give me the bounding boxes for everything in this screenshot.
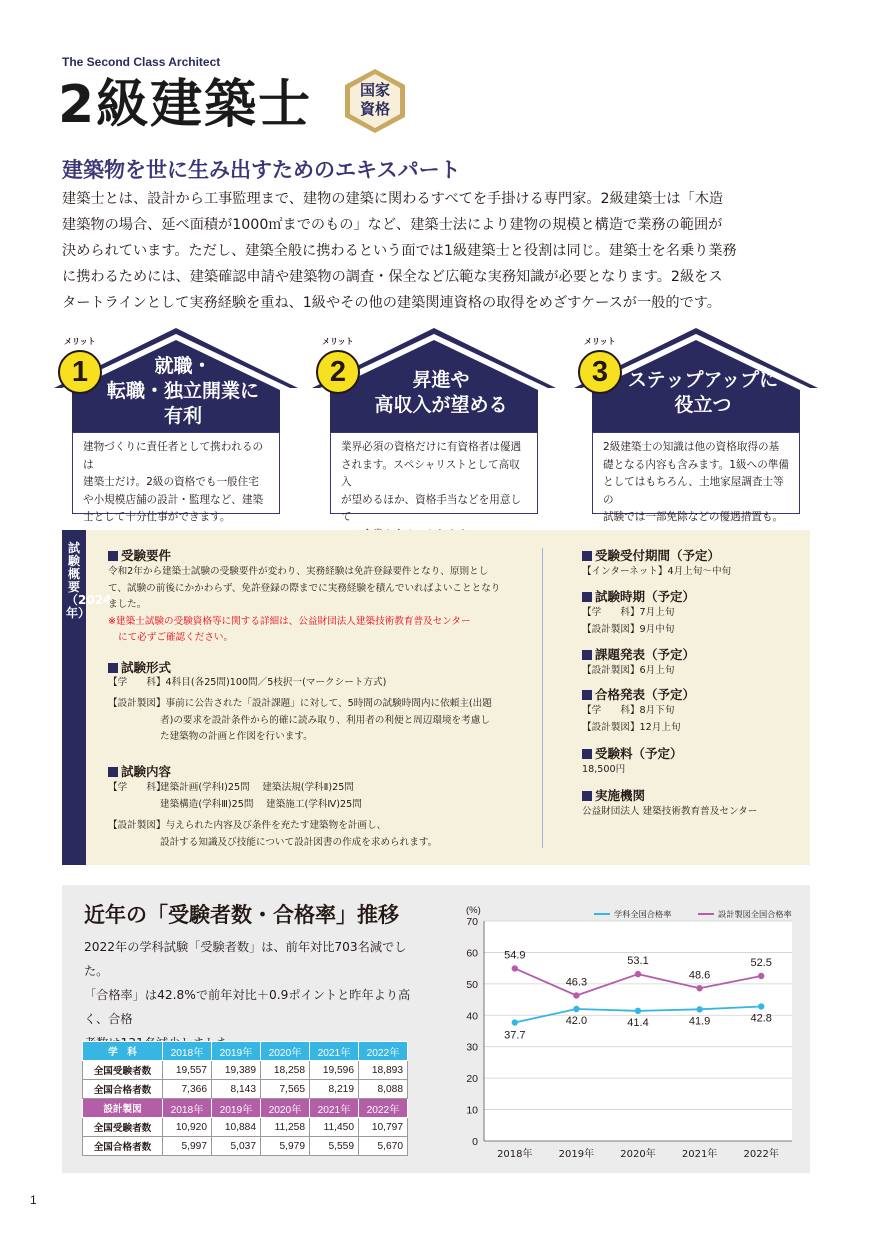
merit-number: 1 [58,350,102,394]
merit-number: 2 [316,350,360,394]
intro-line: タートラインとして実務経験を重ね、1級やその他の建築関連資格の取得をめざすケースが一般的です。 [62,295,721,311]
plot-area [484,921,792,1141]
x-tick-label: 2021年 [681,1149,718,1160]
y-tick-label: 40 [466,1010,478,1023]
stats-paragraph: 2022年の学科試験「受験者数」は、前年対比703名減でした。 「合格率」は42.8%で前年対比＋0.9ポイントと昨年より高く、合格 [84,940,411,1026]
data-label: 54.9 [504,949,526,962]
data-label: 48.6 [688,969,711,982]
format-heading: 試験形式 [108,658,171,676]
intro-line: 決められています。ただし、建築全般に携わるという面では1級建築士と役割は同じ。建築士を名乗り業務 [62,243,737,259]
section-subheading: 建築物を世に生み出すためのエキスパート [62,158,461,182]
square-bullet-icon [582,592,592,602]
page-title: 2級建築士 [58,75,313,135]
merit-description: 業界必須の資格だけに有資格者は優遇 されます。スペシャリストとして高収入 が望めるほか、資格手当などを用意して [330,432,538,514]
y-tick-label: 70 [466,916,478,928]
y-tick-label: 50 [466,978,478,991]
table-row: 全国合格者数 5,997 5,037 5,979 5,559 5,670 [83,1137,408,1156]
fee-heading: 受験料（予定） [582,744,683,762]
data-label: 37.7 [504,1029,526,1042]
content-gakka-label: 【学 科】 [108,782,166,793]
square-bullet-icon [582,551,592,561]
data-point [573,1006,579,1012]
intro-line: 建築士とは、設計から工事監理まで、建物の建築に関わるすべてを手掛ける専門家。2級建築士は「木造 [62,191,724,207]
merit-description: 2級建築士の知識は他の資格取得の基 礎となる内容も含みます。1級への準備 としてはもちろん、土地家屋調査士等の 試験では一部免除などの優遇措置も。 [592,432,800,514]
data-label: 41.4 [627,1016,649,1029]
merit-description: 建物づくりに責任者として携われるのは 建築士だけ。2級の資格でも一般住宅 や小規模店舗の設計・監理など、建築 士として十分仕事ができます。 [72,432,280,514]
national-license-badge [342,68,408,134]
merit-card-2 [310,326,558,523]
exam-overview-box [62,530,810,865]
assignment-value: 【設計製図】6月上旬 [582,665,675,676]
square-bullet-icon [582,791,592,801]
organizer-value: 公益財団法人 建築技術教育普及センター [582,806,758,817]
exam-date-values: 【学 科】7月上旬 【設計製図】9月中旬 [582,607,675,635]
merit-card-1 [52,326,300,523]
data-point [635,1008,641,1014]
table-header-label: 設計製図 [83,1099,163,1118]
content-gakka: 建築計画(学科Ⅰ)25問 建築法規(学科Ⅱ)25問 建築構造(学科Ⅲ)25問 建築施工(学科Ⅳ)25問 [160,782,362,810]
data-label: 53.1 [627,955,649,968]
table-header-label: 学 科 [83,1042,163,1061]
format-sekkei: 【設計製図】事前に公告された「設計課題」に対して、5時間の試験時間内に依頼主(出題 者)の要求を設計条件から的確に読み取り、利用者の利便と周辺環境を考慮し た建築物の計画と作図を行います。 [108,698,492,742]
table-row: 全国受験者数 19,557 19,389 18,258 19,596 18,893 [83,1061,408,1080]
merit-card-3 [572,326,820,523]
data-point [758,1003,764,1009]
column-divider [542,548,543,848]
requirements-heading: 受験要件 [108,546,171,564]
table-header-row: 設計製図 2018年 2019年 2020年 2021年 2022年 [83,1099,408,1118]
application-period-heading: 受験受付期間（予定） [582,546,720,564]
requirements-text: 令和2年から建築士試験の受験要件が変わり、実務経験は免許登録要件となり、原則とし て、試験の前後にかかわらず、免許登録の際までに実務経験を積んでいればよいこととなり ました。 ※建築士試験の受験資格等に関する詳細は、公益財団法人建築技術教育普及センター にて必ずご確認ください。 [108,566,501,643]
x-tick-label: 2018年 [497,1149,533,1160]
merit-heading: ステップアップに 役立つ [627,369,779,416]
x-tick-label: 2020年 [620,1149,656,1160]
organizer-heading: 実施機関 [582,786,645,804]
legend-label: 設計製図全国合格率 [718,909,792,919]
merit-tag: メリット [64,337,96,346]
intro-paragraph [62,186,774,316]
merit-heading: 昇進や 高収入が望める [374,369,508,416]
page-number: 1 [30,1193,37,1207]
intro-line: 建築物の場合、延べ面積が1000㎡までのもの」など、建築士法により建物の規模と構造で業務の範囲が [62,217,723,233]
square-bullet-icon [108,663,118,673]
exam-date-heading: 試験時期（予定） [582,587,695,605]
y-tick-label: 20 [466,1073,478,1086]
data-label: 41.9 [688,1015,711,1028]
badge-line-2: 資格 [359,100,390,118]
application-period-value: 【インターネット】4月上旬～中旬 [582,566,732,577]
merit-heading: 就職・ 転職・独立開業に 有利 [106,355,259,427]
results-values: 【学 科】8月下旬 【設計製図】12月上旬 [582,705,681,733]
table-row: 全国合格者数 7,366 8,143 7,565 8,219 8,088 [83,1080,408,1099]
data-point [512,1019,518,1025]
data-point [635,971,641,977]
exam-side-bar [62,530,112,865]
data-point [573,992,579,998]
merit-number: 3 [578,350,622,394]
data-label: 52.5 [750,957,772,969]
x-tick-label: 2019年 [558,1149,595,1160]
y-tick-label: 10 [466,1104,478,1117]
content-heading: 試験内容 [108,762,171,780]
stats-section [62,885,810,1173]
data-point [696,985,702,991]
stats-heading: 近年の「受験者数・合格率」推移 [84,903,399,927]
english-title: The Second Class Architect [62,55,221,69]
data-point [512,965,518,971]
square-bullet-icon [582,749,592,759]
square-bullet-icon [582,650,592,660]
data-label: 46.3 [565,976,588,989]
square-bullet-icon [108,767,118,777]
results-heading: 合格発表（予定） [582,685,695,703]
x-tick-label: 2022年 [743,1149,779,1160]
badge-line-1: 国家 [359,81,390,99]
y-tick-label: 60 [466,947,478,960]
assignment-heading: 課題発表（予定） [582,645,695,663]
exam-side-label: 試験概要（2024年） [66,541,112,620]
intro-line: に携わるためには、建築確認申請や建築物の調査・保全など広範な実務知識が必要となります。2級をス [62,269,723,285]
y-tick-label: 30 [466,1041,478,1054]
square-bullet-icon [108,551,118,561]
table-header-row: 学 科 2018年 2019年 2020年 2021年 2022年 [83,1042,408,1061]
stats-table [82,1041,408,1156]
content-sekkei: 【設計製図】与えられた内容及び条件を充たす建築物を計画し、 設計する知識及び技能について設計図書の作成を求められます。 [108,820,438,848]
data-label: 42.0 [565,1015,588,1027]
pass-rate-line-chart [442,899,802,1169]
merit-tag: メリット [584,337,616,346]
format-gakka: 【学 科】4科目(各25問)100問／5枝択一(マークシート方式) [108,677,387,688]
fee-value: 18,500円 [582,764,626,775]
y-unit-label: (%) [466,905,481,916]
data-point [696,1006,702,1012]
y-tick-label: 0 [472,1136,478,1148]
data-label: 42.8 [750,1012,772,1025]
table-row: 全国受験者数 10,920 10,884 11,258 11,450 10,797 [83,1118,408,1137]
data-point [758,973,764,979]
legend-label: 学科全国合格率 [614,909,672,919]
merit-tag: メリット [322,337,354,346]
square-bullet-icon [582,690,592,700]
